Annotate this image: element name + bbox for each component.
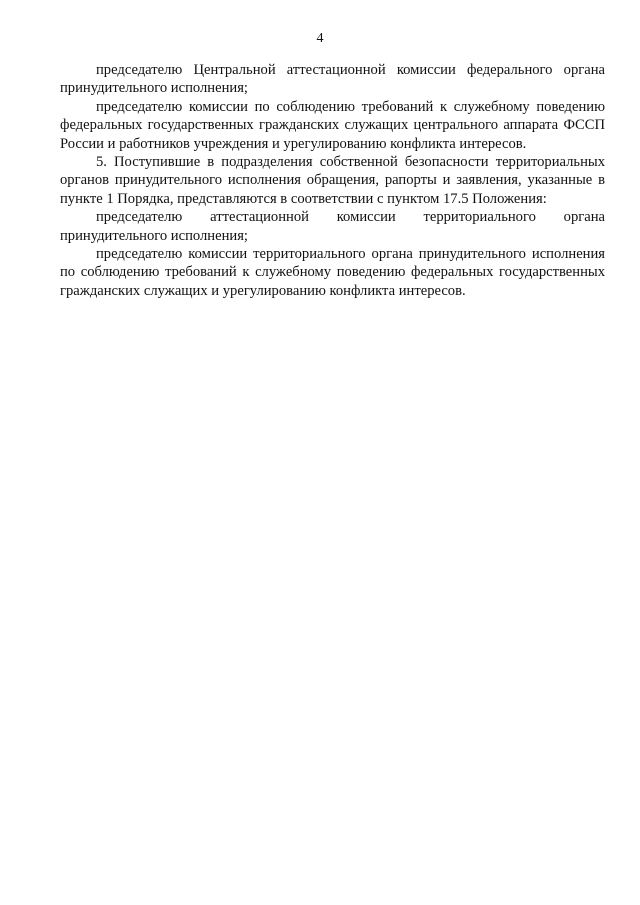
paragraph-central-conduct-commission: председателю комиссии по соблюдению требований к служебному поведению федеральных государственных гражданских служащих центрального аппарата ФССП России и работников учреждения и урегулированию конфликта интересов. <box>60 98 605 152</box>
paragraph-territorial-attestation-commission: председателю аттестационной комиссии территориального органа принудительного исполнения; <box>60 209 605 244</box>
paragraph-central-attestation-commission: председателю Центральной аттестационной комиссии федерального органа принудительного исполнения; <box>60 62 605 97</box>
paragraph-item-5: 5. Поступившие в подразделения собственной безопасности территориальных органов принудительного исполнения обращения, рапорты и заявления, указанные в пункте 1 Порядка, представляются в соответствии с пунктом 17.5 Положения: <box>60 154 605 207</box>
paragraph-territorial-conduct-commission: председателю комиссии территориального органа принудительного исполнения по соблюдению требований к служебному поведению федеральных государственных гражданских служащих и урегулированию конфликта интересов. <box>60 246 605 299</box>
document-body <box>60 61 605 300</box>
page-number: 4 <box>316 31 324 46</box>
